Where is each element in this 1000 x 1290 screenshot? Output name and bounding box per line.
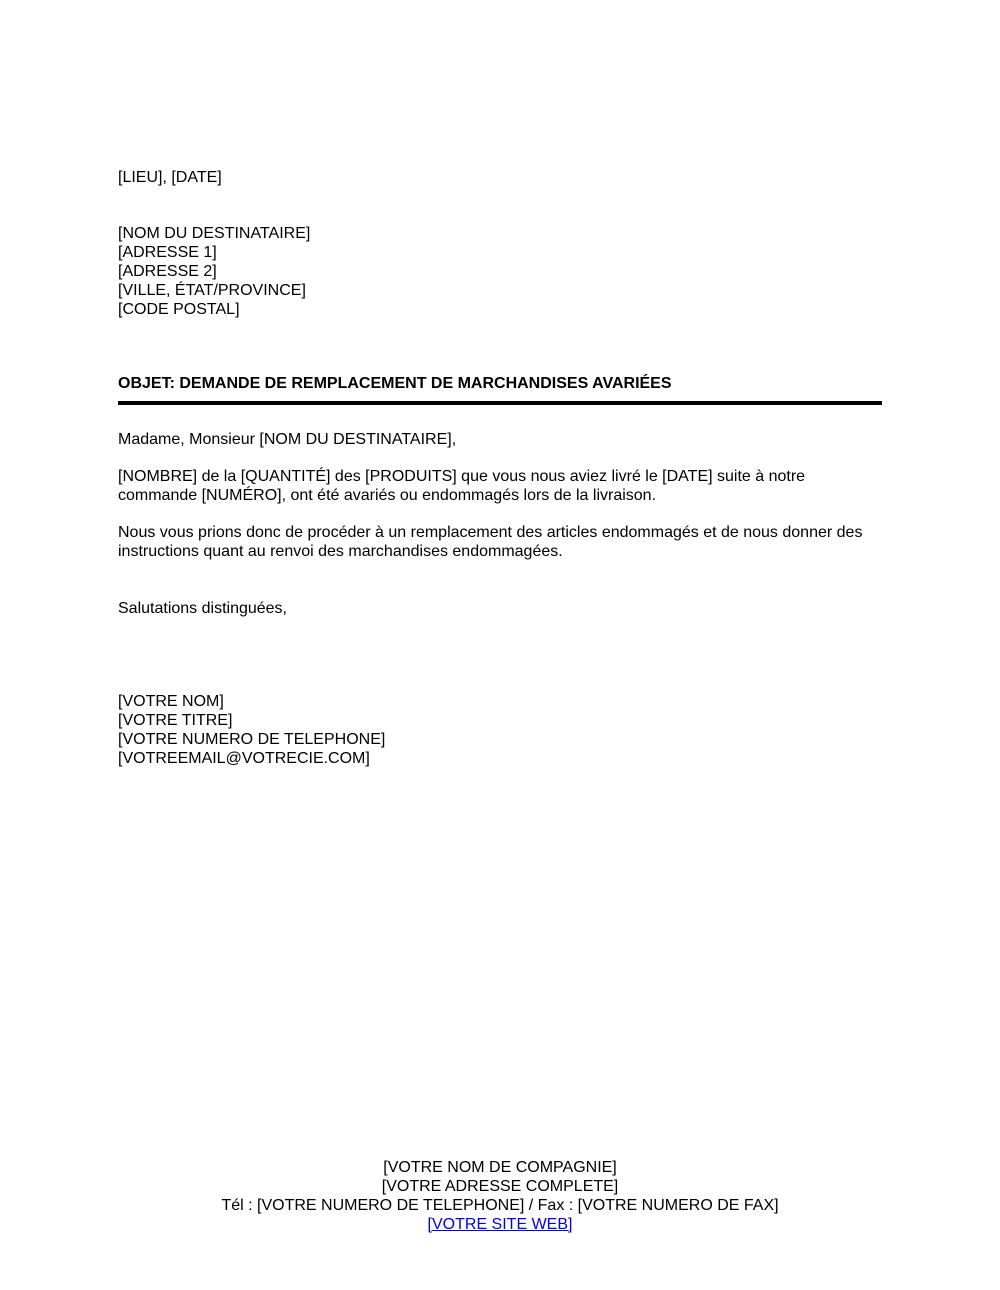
sender-name: [VOTRE NOM]	[118, 693, 224, 710]
sender-email: [VOTREEMAIL@VOTRECIE.COM]	[118, 750, 370, 767]
subject-line: OBJET: DEMANDE DE REMPLACEMENT DE MARCHANDISES AVARIÉES	[118, 374, 882, 405]
footer-address: [VOTRE ADRESSE COMPLETE]	[381, 1178, 619, 1195]
recipient-name: [NOM DU DESTINATAIRE]	[118, 225, 311, 242]
salutation: Madame, Monsieur [NOM DU DESTINATAIRE],	[118, 431, 457, 448]
recipient-address-1: [ADRESSE 1]	[118, 244, 217, 261]
sender-title: [VOTRE TITRE]	[118, 712, 233, 729]
paragraph-2	[118, 523, 888, 561]
closing: Salutations distinguées,	[118, 600, 287, 617]
letter-body	[118, 430, 888, 579]
recipient-city-state: [VILLE, ÉTAT/PROVINCE]	[118, 282, 306, 299]
paragraph-2-line-1: Nous vous prions donc de procéder à un remplacement des articles endommagés et de nous donner des	[118, 524, 863, 541]
paragraph-1	[118, 467, 888, 505]
signature-block	[118, 692, 385, 768]
footer-website-wrapper	[0, 1215, 1000, 1234]
recipient-block	[118, 224, 310, 319]
footer	[0, 1158, 1000, 1234]
recipient-postal-code: [CODE POSTAL]	[118, 301, 240, 318]
recipient-address-2: [ADRESSE 2]	[118, 263, 217, 280]
footer-company: [VOTRE NOM DE COMPAGNIE]	[383, 1159, 617, 1176]
sender-phone: [VOTRE NUMERO DE TELEPHONE]	[118, 731, 386, 748]
paragraph-1-line-1: [NOMBRE] de la [QUANTITÉ] des [PRODUITS] que vous nous aviez livré le [DATE] suite à notre	[118, 468, 806, 485]
paragraph-1-line-2: commande [NUMÉRO], ont été avariés ou endommagés lors de la livraison.	[118, 487, 657, 504]
place-date: [LIEU], [DATE]	[118, 169, 222, 186]
footer-contact: Tél : [VOTRE NUMERO DE TELEPHONE] / Fax : [VOTRE NUMERO DE FAX]	[221, 1197, 779, 1214]
paragraph-2-line-2: instructions quant au renvoi des marchandises endommagées.	[118, 543, 563, 560]
footer-website-link[interactable]: [VOTRE SITE WEB]	[427, 1216, 573, 1233]
